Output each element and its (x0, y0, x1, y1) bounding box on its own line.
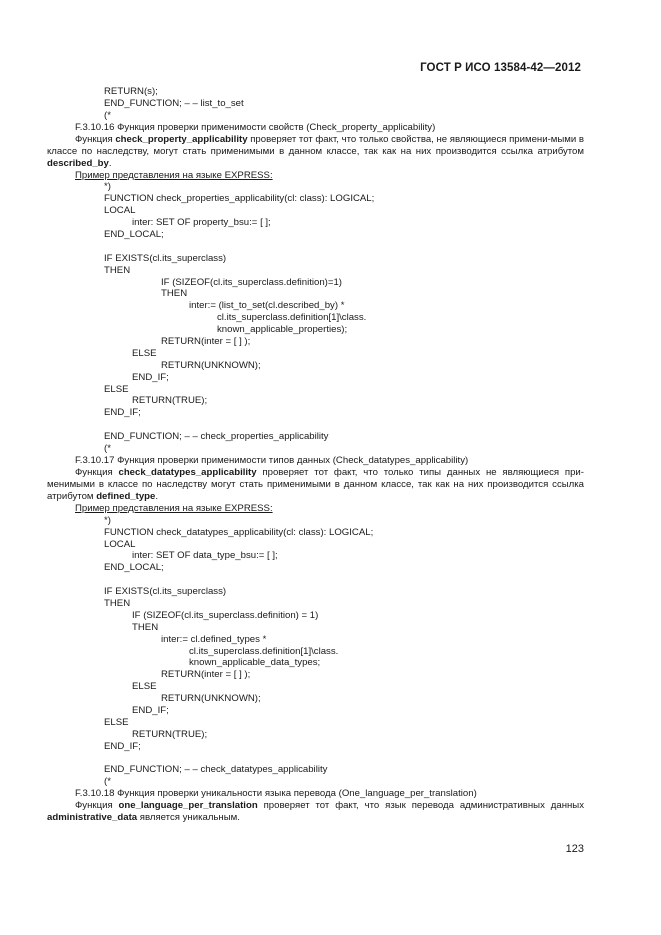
text-line: LOCAL (104, 205, 136, 217)
text-line: RETURN(TRUE); (132, 395, 208, 407)
text-line: THEN (132, 621, 159, 633)
page-body (47, 86, 584, 824)
text-line: inter: SET OF property_bsu:= [ ]; (132, 217, 271, 229)
paragraph (47, 134, 584, 170)
text-line: ELSE (104, 383, 129, 395)
page-number: 123 (565, 843, 584, 855)
text-line: THEN (161, 288, 188, 300)
text-line: *) (104, 514, 111, 526)
text-run: . (108, 157, 112, 169)
text-run: проверяет тот факт, что только типы данных не являющиеся при-менимыми в классе по наследству могут стать применимыми в данном классе, так как на них производится ссылка атрибутом (47, 466, 584, 502)
text-line: F.3.10.18 Функция проверки уникальности языка перевода (One_language_per_translation) (75, 788, 477, 800)
text-line: cl.its_superclass.definition[1]\class. (189, 645, 339, 657)
text-line: IF EXISTS(cl.its_superclass) (104, 586, 227, 598)
text-line: RETURN(UNKNOWN); (161, 359, 261, 371)
text-line: inter:= cl.defined_types * (161, 633, 267, 645)
text-run: Функция (75, 466, 119, 478)
text-line: (* (104, 109, 111, 121)
text-line: END_IF; (132, 704, 169, 716)
text-line: (* (104, 443, 111, 455)
text-run: является уникальным. (137, 812, 240, 824)
text-line: END_LOCAL; (104, 229, 164, 241)
example-heading: Пример представления на языке EXPRESS: (75, 169, 273, 181)
blank-line (47, 241, 584, 253)
text-line: IF (SIZEOF(cl.its_superclass.definition) = 1) (132, 609, 319, 621)
term-bold: described_by (47, 157, 109, 169)
text-line: ELSE (104, 716, 129, 728)
example-heading: Пример представления на языке EXPRESS: (75, 502, 273, 514)
text-line: END_LOCAL; (104, 562, 164, 574)
term-bold: administrative_data (47, 812, 138, 824)
text-line: inter:= (list_to_set(cl.described_by) * (189, 300, 345, 312)
text-line: END_IF; (132, 371, 169, 383)
term-bold: one_language_per_translation (118, 800, 258, 812)
text-line: F.3.10.17 Функция проверки применимости типов данных (Check_datatypes_applicability) (75, 454, 469, 466)
paragraph (47, 800, 584, 824)
text-run: . (155, 490, 159, 502)
paragraph-text (47, 134, 584, 170)
text-line: END_IF; (104, 407, 141, 419)
text-run: проверяет тот факт, что язык перевода административных данных (257, 800, 584, 812)
text-line: LOCAL (104, 538, 136, 550)
text-line: END_FUNCTION; – – check_properties_applicability (104, 431, 329, 443)
text-line: known_applicable_properties); (217, 324, 348, 336)
text-line: ELSE (132, 347, 157, 359)
text-line: known_applicable_data_types; (189, 657, 321, 669)
blank-line (47, 419, 584, 431)
blank-line (47, 753, 584, 765)
text-line: FUNCTION check_properties_applicability(cl: class): LOGICAL; (104, 193, 375, 205)
text-line: *) (104, 181, 111, 193)
text-line: RETURN(TRUE); (132, 728, 208, 740)
text-run: Функция (75, 800, 119, 812)
paragraph (47, 467, 584, 503)
text-line: IF EXISTS(cl.its_superclass) (104, 252, 227, 264)
document-header: ГОСТ Р ИСО 13584-42—2012 (420, 62, 581, 74)
text-run: проверяет тот факт, что только свойства, не являющиеся примени-мыми в классе по наследству, могут стать применимыми в данном классе, так как на них производится ссылка атрибутом (47, 133, 584, 157)
text-line: cl.its_superclass.definition[1]\class. (217, 312, 367, 324)
blank-line (47, 574, 584, 586)
text-line: END_FUNCTION; – – check_datatypes_applicability (104, 764, 328, 776)
paragraph-text (47, 467, 584, 503)
text-line: THEN (104, 264, 131, 276)
text-line: F.3.10.16 Функция проверки применимости свойств (Check_property_applicability) (75, 121, 436, 133)
term-bold: defined_type (96, 490, 156, 502)
term-bold: check_datatypes_applicability (118, 466, 257, 478)
text-line: RETURN(inter = [ ] ); (161, 336, 251, 348)
text-line: END_IF; (104, 740, 141, 752)
paragraph-text (47, 800, 584, 824)
text-line: RETURN(inter = [ ] ); (161, 669, 251, 681)
text-run: Функция (75, 133, 116, 145)
term-bold: check_property_applicability (115, 133, 248, 145)
text-line: FUNCTION check_datatypes_applicability(cl: class): LOGICAL; (104, 526, 374, 538)
text-line: THEN (104, 597, 131, 609)
text-line: RETURN(UNKNOWN); (161, 693, 261, 705)
text-line: ELSE (132, 681, 157, 693)
text-line: inter: SET OF data_type_bsu:= [ ]; (132, 550, 278, 562)
text-line: RETURN(s); (104, 86, 158, 97)
text-line: (* (104, 776, 111, 788)
text-line: IF (SIZEOF(cl.its_superclass.definition)=1) (161, 276, 343, 288)
text-line: END_FUNCTION; – – list_to_set (104, 97, 244, 109)
